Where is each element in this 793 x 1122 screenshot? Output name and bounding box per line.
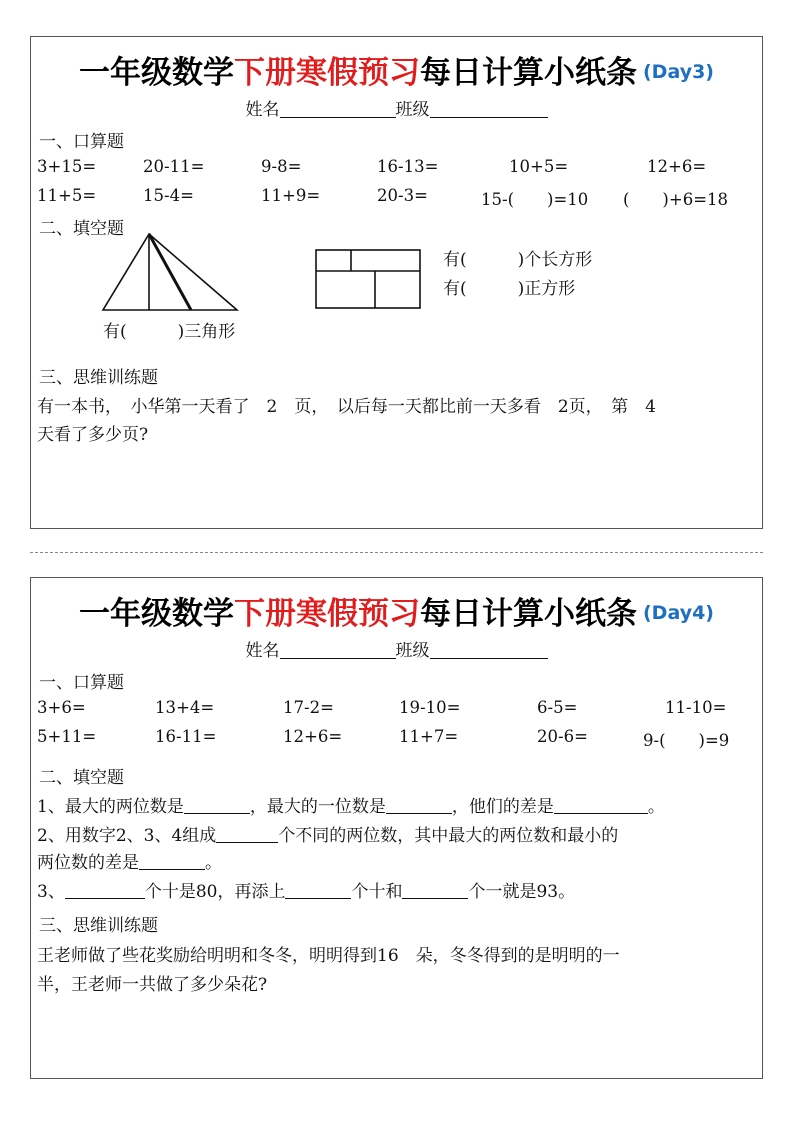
calc-item: 17-2=: [283, 698, 334, 717]
calc-item: 20-6=: [537, 727, 588, 746]
name-class-row: [31, 95, 762, 120]
class-label: 班级: [395, 641, 430, 661]
calc-row-1: [37, 157, 757, 179]
calc-item: 10+5=: [509, 157, 569, 176]
section-oral-calc: 一、口算题: [39, 673, 124, 693]
triangle-count-label: 有( )三角形: [103, 322, 236, 342]
calc-item: 15-( )=10: [481, 190, 589, 209]
calc-item: 13+4=: [155, 698, 215, 717]
word-problem-line: 半，王老师一共做了多少朵花?: [37, 975, 268, 995]
calc-row-1: [37, 698, 757, 720]
answer-blank[interactable]: [216, 829, 278, 843]
calc-item: 15-4=: [143, 186, 194, 205]
fill-question-3: 3、 个十是80，再添上 个十和 个一就是93。: [37, 882, 576, 902]
calc-item: 9-8=: [261, 157, 302, 176]
answer-blank[interactable]: [184, 800, 250, 814]
word-problem-line: 王老师做了些花奖励给明明和冬冬，明明得到16 朵，冬冬得到的是明明的一: [37, 946, 620, 966]
fill-question-2-cont: 两位数的差是 。: [37, 853, 222, 873]
calc-item: 6-5=: [537, 698, 578, 717]
rectangle-count-label: 有( )个长方形: [443, 250, 593, 270]
calc-item: 11-10=: [665, 698, 727, 717]
answer-blank[interactable]: [139, 856, 205, 870]
answer-blank[interactable]: [554, 800, 648, 814]
fill-question-2: 2、用数字2、3、4组成 个不同的两位数，其中最大的两位数和最小的: [37, 826, 619, 846]
calc-item: 11+5=: [37, 186, 97, 205]
calc-row-2: [37, 186, 757, 208]
calc-row-2: [37, 727, 757, 749]
calc-item: 9-( )=9: [643, 731, 730, 750]
name-blank[interactable]: [280, 103, 396, 118]
worksheet-title: 一年级数学下册寒假预习每日计算小纸条 (Day4): [79, 596, 714, 632]
worksheet-card-day3: [30, 36, 763, 529]
name-class-row: [31, 636, 762, 661]
answer-blank[interactable]: [65, 885, 145, 899]
calc-item: ( )+6=18: [623, 190, 729, 209]
name-label: 姓名: [245, 641, 280, 661]
class-blank[interactable]: [430, 644, 548, 659]
rectangle-figure: [315, 249, 423, 311]
word-problem-line: 天看了多少页?: [37, 425, 149, 445]
calc-item: 3+15=: [37, 157, 97, 176]
name-blank[interactable]: [280, 644, 396, 659]
square-count-label: 有( )正方形: [443, 279, 576, 299]
word-problem-line: 有一本书， 小华第一天看了 2 页， 以后每一天都比前一天多看 2页， 第 4: [37, 397, 656, 417]
section-thinking: 三、思维训练题: [39, 368, 158, 388]
section-oral-calc: 一、口算题: [39, 132, 124, 152]
section-fill-blank: 二、填空题: [39, 768, 124, 788]
calc-item: 20-11=: [143, 157, 205, 176]
cut-line: [30, 552, 763, 553]
class-blank[interactable]: [430, 103, 548, 118]
answer-blank[interactable]: [285, 885, 351, 899]
calc-item: 3+6=: [37, 698, 86, 717]
calc-item: 16-13=: [377, 157, 439, 176]
name-label: 姓名: [245, 100, 280, 120]
calc-item: 5+11=: [37, 727, 97, 746]
answer-blank[interactable]: [386, 800, 452, 814]
worksheet-card-day4: [30, 577, 763, 1079]
answer-blank[interactable]: [402, 885, 468, 899]
calc-item: 12+6=: [283, 727, 343, 746]
fill-question-1: 1、最大的两位数是 ，最大的一位数是 ，他们的差是 。: [37, 797, 665, 817]
section-thinking: 三、思维训练题: [39, 916, 158, 936]
triangle-figure: [101, 232, 241, 314]
calc-item: 20-3=: [377, 186, 428, 205]
class-label: 班级: [395, 100, 430, 120]
calc-item: 19-10=: [399, 698, 461, 717]
worksheet-title: 一年级数学下册寒假预习每日计算小纸条 (Day3): [79, 55, 714, 91]
calc-item: 11+9=: [261, 186, 321, 205]
calc-item: 11+7=: [399, 727, 459, 746]
section-fill-blank: 二、填空题: [39, 219, 124, 239]
calc-item: 12+6=: [647, 157, 707, 176]
calc-item: 16-11=: [155, 727, 217, 746]
